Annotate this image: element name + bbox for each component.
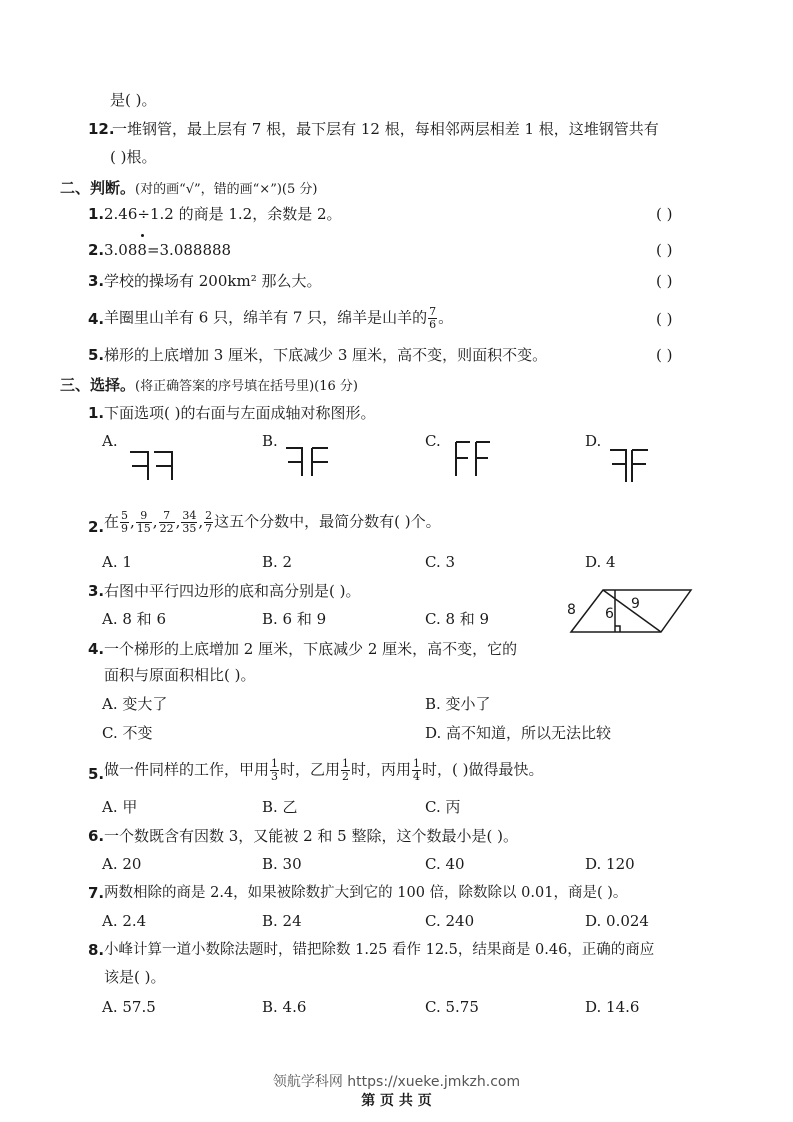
- choice-1-text: 下面选项( )的右面与左面成轴对称图形。: [104, 404, 376, 422]
- choice-4-number: 4.: [88, 640, 105, 658]
- fraction-numerator: 7: [159, 510, 175, 523]
- choice-2-pre: 在: [104, 512, 120, 531]
- fraction-5: [204, 510, 213, 535]
- choice-1-option-a: A.: [102, 432, 118, 450]
- page-number-footer: 第 页 共 页: [361, 1093, 432, 1109]
- fraction-denominator: 22: [159, 522, 174, 535]
- fraction-4: [181, 510, 197, 535]
- option-b-figure: [282, 440, 338, 480]
- fraction-denominator: 35: [182, 522, 197, 535]
- choice-1-option-b: B.: [262, 432, 278, 450]
- judge-4-text-b: 。: [438, 308, 454, 327]
- judge-1-answer-paren: ( ): [656, 205, 673, 223]
- choice-1-option-d: D.: [585, 432, 602, 450]
- question-12-answer-blank: ( )根。: [110, 148, 157, 166]
- judge-2-number: 2.: [88, 241, 105, 259]
- choice-6-number: 6.: [88, 827, 105, 845]
- choice-4-option-d: D. 高不知道，所以无法比较: [425, 724, 612, 742]
- choice-8-option-a: A. 57.5: [102, 998, 156, 1016]
- fraction-denominator: 7: [205, 522, 213, 535]
- fraction-numerator: 5: [121, 509, 129, 522]
- choice-2-option-c: C. 3: [425, 553, 456, 571]
- judge-3-text: 学校的操场有 200km² 那么大。: [104, 272, 322, 290]
- choice-8-option-b: B. 4.6: [262, 998, 307, 1016]
- figure-label-left: 8: [567, 602, 576, 618]
- choice-7-option-a: A. 2.4: [102, 912, 147, 930]
- choice-8-number: 8.: [88, 941, 105, 959]
- choice-5-option-c: C. 丙: [425, 798, 461, 816]
- choice-6-text: 一个数既含有因数 3，又能被 2 和 5 整除，这个数最小是( )。: [104, 827, 518, 845]
- judge-5-text: 梯形的上底增加 3 厘米，下底减少 3 厘米，高不变，则面积不变。: [104, 346, 548, 364]
- choice-7-option-d: D. 0.024: [585, 912, 649, 930]
- choice-5-text: [104, 758, 544, 783]
- choice-5-option-b: B. 乙: [262, 798, 298, 816]
- choice-3-number: 3.: [88, 582, 105, 600]
- fraction-bing: [412, 758, 421, 783]
- choice-2-option-a: A. 1: [102, 553, 132, 571]
- choice-7-option-b: B. 24: [262, 912, 302, 930]
- section-3-note: (将正确答案的序号填在括号里)(16 分): [135, 379, 358, 394]
- judge-5-number: 5.: [88, 346, 105, 364]
- figure-label-mid: 6: [605, 606, 614, 622]
- repeating-decimal-dot: [141, 234, 144, 237]
- fraction-numerator: 2: [205, 509, 213, 522]
- question-12-number: 12.: [88, 120, 115, 138]
- option-a-figure: [126, 446, 178, 484]
- watermark-text: 领航学科网 https://xueke.jmkzh.com: [272, 1074, 521, 1090]
- figure-label-right: 9: [631, 596, 640, 612]
- choice-8-text: 小峰计算一道小数除法题时，错把除数 1.25 看作 12.5，结果商是 0.46，正确的商应: [104, 942, 655, 958]
- fraction-denominator: 2: [342, 770, 350, 783]
- choice-3-option-b: B. 6 和 9: [262, 610, 327, 628]
- fraction-yi: [341, 758, 350, 783]
- choice-1-number: 1.: [88, 404, 105, 422]
- parallelogram-figure: [565, 584, 697, 636]
- choice-5-t1: 做一件同样的工作，甲用: [104, 760, 270, 779]
- judge-1-number: 1.: [88, 205, 105, 223]
- judge-5-answer-paren: ( ): [656, 346, 673, 364]
- choice-4-text: 一个梯形的上底增加 2 厘米，下底减少 2 厘米，高不变，它的: [104, 640, 518, 658]
- fraction-numerator: 34: [182, 509, 197, 522]
- section-2-heading: [60, 177, 317, 201]
- fraction-denominator: 9: [121, 522, 129, 535]
- fraction-denominator: 3: [271, 770, 279, 783]
- choice-2-option-d: D. 4: [585, 553, 616, 571]
- fraction-3: [159, 510, 175, 535]
- option-c-figure: [450, 438, 500, 480]
- choice-2-option-b: B. 2: [262, 553, 293, 571]
- option-d-figure: [606, 446, 652, 486]
- fraction-numerator: 7: [429, 305, 437, 318]
- choice-8-text-cont: 该是( )。: [104, 968, 166, 986]
- question-12-text: 一堆钢管，最上层有 7 根，最下层有 12 根，每相邻两层相差 1 根，这堆钢管共有: [112, 120, 659, 138]
- section-3-title: 三、选择。: [60, 376, 136, 394]
- judge-2-text: 3.088=3.088888: [104, 241, 232, 259]
- judge-2-answer-paren: ( ): [656, 241, 673, 259]
- fraction-numerator: 9: [136, 510, 152, 523]
- choice-5-t2: 时，乙用: [280, 760, 341, 779]
- choice-7-text: 两数相除的商是 2.4，如果被除数扩大到它的 100 倍，除数除以 0.01，商是( )。: [104, 885, 628, 901]
- choice-5-t4: 时，( )做得最快。: [422, 760, 544, 779]
- fraction-denominator: 6: [429, 318, 437, 331]
- choice-1-option-c: C.: [425, 432, 441, 450]
- fraction-numerator: 1: [271, 757, 279, 770]
- judge-4-text: [104, 306, 453, 331]
- choice-5-t3: 时，丙用: [351, 760, 412, 779]
- fraction-denominator: 4: [413, 770, 421, 783]
- choice-6-option-d: D. 120: [585, 855, 635, 873]
- choice-2-number: 2.: [88, 518, 105, 536]
- section-2-title: 二、判断。: [60, 179, 136, 197]
- fraction-numerator: 1: [342, 757, 350, 770]
- judge-4-number: 4.: [88, 310, 105, 328]
- prev-question-tail: 是( )。: [110, 91, 157, 109]
- judge-1-text: 2.46÷1.2 的商是 1.2，余数是 2。: [104, 205, 342, 223]
- judge-3-answer-paren: ( ): [656, 272, 673, 290]
- choice-3-option-c: C. 8 和 9: [425, 610, 490, 628]
- judge-3-number: 3.: [88, 272, 105, 290]
- choice-7-number: 7.: [88, 884, 105, 902]
- choice-4-option-b: B. 变小了: [425, 695, 491, 713]
- choice-2-text: 在 $\frac{5}{9}$ , $\frac{9}{15}$ , $\frac{7}{22}$ , $\frac{34}{35}$ , $\frac{2}{7}$ 这五个分数中，最简分数有( )个。: [104, 509, 441, 535]
- choice-8-option-c: C. 5.75: [425, 998, 479, 1016]
- choice-4-option-a: A. 变大了: [102, 695, 168, 713]
- choice-8-option-d: D. 14.6: [585, 998, 640, 1016]
- judge-4-fraction: [428, 306, 437, 331]
- fraction-1: [120, 510, 129, 535]
- choice-6-option-b: B. 30: [262, 855, 302, 873]
- choice-4-option-c: C. 不变: [102, 724, 153, 742]
- choice-3-option-a: A. 8 和 6: [102, 610, 166, 628]
- choice-3-text: 右图中平行四边形的底和高分别是( )。: [104, 582, 361, 600]
- choice-6-option-c: C. 40: [425, 855, 465, 873]
- fraction-numerator: 1: [413, 757, 421, 770]
- fraction-denominator: 15: [136, 522, 151, 535]
- choice-4-text-cont: 面积与原面积相比( )。: [104, 666, 256, 684]
- choice-5-option-a: A. 甲: [102, 798, 138, 816]
- judge-4-text-a: 羊圈里山羊有 6 只，绵羊有 7 只，绵羊是山羊的: [104, 308, 428, 327]
- judge-4-answer-paren: ( ): [656, 310, 673, 328]
- fraction-2: [136, 510, 152, 535]
- section-2-note: (对的画“√”，错的画“×”)(5 分): [135, 182, 318, 197]
- choice-5-number: 5.: [88, 765, 105, 783]
- choice-6-option-a: A. 20: [102, 855, 142, 873]
- choice-7-option-c: C. 240: [425, 912, 475, 930]
- choice-2-post: 这五个分数中，最简分数有( )个。: [214, 512, 441, 531]
- section-3-heading: [60, 374, 358, 398]
- fraction-jia: [270, 758, 279, 783]
